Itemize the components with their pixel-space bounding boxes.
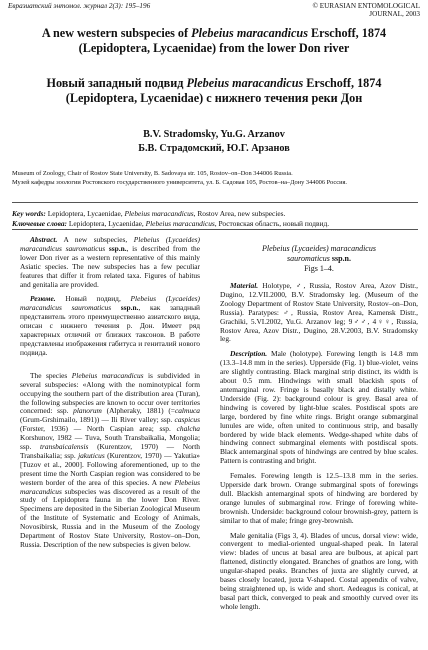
keywords-en-species: Plebeius maracandicus: [124, 209, 194, 218]
intro-text: is subdivided in several subspecies: «Along with the nominotypical form occupying the southern part of the distribution area (Turan), the following subspecies are known to occur over territories concerned: ssp.: [20, 370, 201, 416]
divider-bottom: [12, 229, 418, 230]
description-text: Male (holotype). Forewing length is 14.8 mm (13.3–14.8 mm in the series). Upperside (Fig. 1) blue-violet, veins are slightly contrasting. Black marginal strip distinct, its width is about 0.5 mm. Hindwings with small blackish spots of antemarginal row. Fringe is basally black and distally white. Underside (Fig. 2): background colour is grey. Basal area of hindwing is covered by light-blue scales. Postdiscal spots are large, bordered by fine white rings. Bright orange submarginal lunules are wide, often united to continuous strip, and basally bordered by wide black elements. Wedge-shaped white dabs of hindwing connect submarginal elements with postdiscal spots. Black antemarginal spots of hindwings are centred by blue scales. Pattern is contrasting and bright.: [220, 349, 418, 466]
intro-text: (Alpheraky, 1881) (=: [101, 406, 175, 416]
intro-species: Plebeius maracandicus: [71, 370, 144, 380]
taxon-heading-line-1: Plebeius (Lycaeides) maracandicus: [262, 244, 376, 253]
male-genitalia: Male genitalia (Figs 3, 4). Blades of uncus, dorsal view: wide, convergent to medial-oriented ungual-shaped peak. In lateral view: blades of uncus at basal area are bulbous, at apical part flattened, distinctly elongated. Branches of gnathos are long, with ungular-shaped peaks. Branches of juxta are slightly curved, at bases closely located, juxta V-shaped. Costal appendix of valve, being straightened up, is wide and short. Aedeagus is conical, at basal part thick, converged to peak and smoothly curved over its whole length.: [220, 530, 418, 611]
title-ru-part: (Lepidoptera, Lycaenidae) с нижнего течения реки Дон: [65, 91, 363, 105]
keywords-en-part: , Rostov Area, new subspecies.: [193, 209, 286, 218]
resume: [20, 295, 200, 357]
intro-text: The species: [30, 370, 72, 380]
title-english: [20, 26, 408, 56]
keywords: [12, 209, 420, 229]
introduction: [20, 372, 200, 550]
material-label: Material.: [230, 281, 259, 290]
left-column: [20, 236, 200, 556]
intro-text: (Grum-Grshimailo, 1891)) — Ili River valley; ssp.: [20, 415, 175, 425]
title-ru-part: Erschoff, 1874: [303, 76, 382, 90]
abstract-text: , is described from the lower Don river as a western representative of this mainly Asiatic species. The new subspecies has a few peculiar features that differ it from related taxa. Figures of habitus and genitalia are provided.: [20, 243, 200, 289]
abstract: [20, 236, 200, 289]
title-en-part: (Lepidoptera, Lycaenidae) from the lower Don river: [78, 41, 350, 55]
abstract-ssp: ssp.n.: [105, 243, 127, 253]
resume-ssp: ssp.n.: [111, 303, 139, 313]
divider-top: [12, 202, 418, 203]
keywords-en-part: Lepidoptera, Lycaenidae,: [45, 209, 125, 218]
intro-species: planorum: [73, 406, 102, 416]
resume-label: Резюме.: [30, 294, 56, 304]
right-column: [220, 244, 418, 618]
resume-text: , как западный представитель этого преимущественно азиатского вида, описан с нижнего течения р. Дон. Имеет ряд характерных отличий от близких таксонов. В работе представлены изображения габитуса и гениталий нового подвида.: [20, 303, 200, 357]
authors-russian: Б.В. Страдомский, Ю.Г. Арзанов: [138, 143, 290, 154]
taxon-heading: [220, 244, 418, 274]
title-en-part: Erschoff, 1874: [307, 26, 387, 40]
intro-text: (Forster, 1936) — North Caspian area; ssp.: [20, 424, 177, 434]
title-russian: [20, 76, 408, 106]
abstract-label: Abstract.: [30, 235, 58, 244]
intro-species: chalcha: [176, 424, 200, 434]
females: Females. Forewing length is 12.5–13.8 mm in the series. Upperside dark brown. Orange submarginal spots of forewings dull. Blackish antemarginal spots of hindwing are bordered by orange lunules of submarginal row. Fringe of forewing white-brownish. Underside: background colour brownish-grey, pattern is similar to that of male; fringe grey-brownish.: [220, 471, 418, 525]
journal-citation: Евразиатский энтомол. журнал 2(3): 195–196: [8, 2, 151, 10]
description-label: Description.: [230, 349, 268, 359]
title-en-part: A new western subspecies of: [41, 26, 192, 40]
keywords-russian: [12, 219, 420, 229]
taxon-heading-figs: Figs 1–4.: [304, 264, 334, 273]
journal-copyright-line-2: JOURNAL, 2003: [369, 10, 420, 19]
title-ru-species: Plebeius maracandicus: [186, 76, 304, 90]
resume-species: Plebeius (Lycaeides) maracandicus sauromaticus: [20, 294, 200, 313]
keywords-ru-part: , Ростовская область, новый подвид.: [214, 219, 330, 228]
authors-english: B.V. Stradomsky, Yu.G. Arzanov: [143, 129, 285, 140]
intro-species: calmuca: [174, 406, 200, 416]
keywords-ru-part: Lepidoptera, Lycaenidae,: [67, 219, 146, 228]
abstract-species: Plebeius (Lycaeides) maracandicus sauromaticus: [20, 235, 200, 253]
title-ru-part: Новый западный подвид: [46, 76, 187, 90]
keywords-english: [12, 209, 420, 219]
intro-text: (Kurentzov, 1970) — North Transbaikalia; ssp.: [20, 442, 200, 460]
keywords-ru-label: Ключевые слова:: [12, 219, 67, 228]
affiliation-english: Museum of Zoology, Chair of Rostov State University, B. Sadovaya str. 105, Rostov–on–Don 344006 Russia.: [12, 170, 293, 177]
description: [220, 350, 418, 466]
keywords-ru-species: Plebeius maracandicus: [145, 219, 215, 228]
material: [220, 282, 418, 344]
keywords-en-label: Key words:: [12, 209, 46, 218]
material-text: Holotype, ♂, Russia, Rostov Area, Azov Distr., Dugino, 12.VII.2000, B.V. Stradomsky leg. (Museum of the Zoology Department of Rostov State University, Rostov–on–Don, Russia). Paratypes: ♂, Russia, Rostov Area, Kamensk Distr., Grachiki, 5.VI.2002, Yu.G. Arzanov leg; 9♂♂, 4♀♀, Russia, Rostov Area, Azov Distr., Dugino, 28.V.2003, B.V. Stradomsky leg.: [220, 281, 418, 344]
taxon-heading-ssp: ssp.n.: [329, 254, 351, 263]
authors: [0, 128, 428, 156]
journal-copyright-line-1: © EURASIAN ENTOMOLOGICAL: [312, 2, 420, 10]
abstract-text: A new subspecies,: [57, 235, 134, 244]
intro-text: subspecies was discovered as a result of the study of Lepidoptera fauna in the lower Don River. Specimens are deposited in the Siberian Zoological Museum of the Institute of Systematic and Ecology of Animals, Novosibirsk, Russia and in the Museum of the Zoology Department of Rostov State University, Rostov–on–Don, Russia. Description of the new subspecies is given below.: [20, 486, 200, 549]
intro-species: caspicus: [174, 415, 200, 425]
affiliation-russian: Музей кафедры зоологии Ростовского государственного университета, ул. Б. Садовая 105, Ростов–на–Дону 344006 Россия.: [12, 178, 348, 186]
journal-copyright: [312, 2, 420, 19]
intro-species: Plebeius maracandicus: [20, 477, 200, 496]
title-en-species: Plebeius maracandicus: [191, 26, 308, 40]
intro-species: transbaicalensis: [39, 442, 89, 452]
resume-text: Новый подвид,: [55, 294, 131, 304]
taxon-heading-name: sauromaticus: [287, 254, 330, 263]
intro-text: (Kurentzov, 1970) — Yakutia» [Tuzov et al., 2000]. Following aforementioned, up to the present time the North Caspian region was considered to be western border of the area of this species. A new: [20, 450, 200, 487]
intro-species: jakuticus: [78, 450, 105, 460]
intro-text: Korshunov, 1982 — Tuva, South Transbaikalia, Mongolia; ssp.: [20, 433, 200, 452]
affiliation: [12, 170, 420, 187]
